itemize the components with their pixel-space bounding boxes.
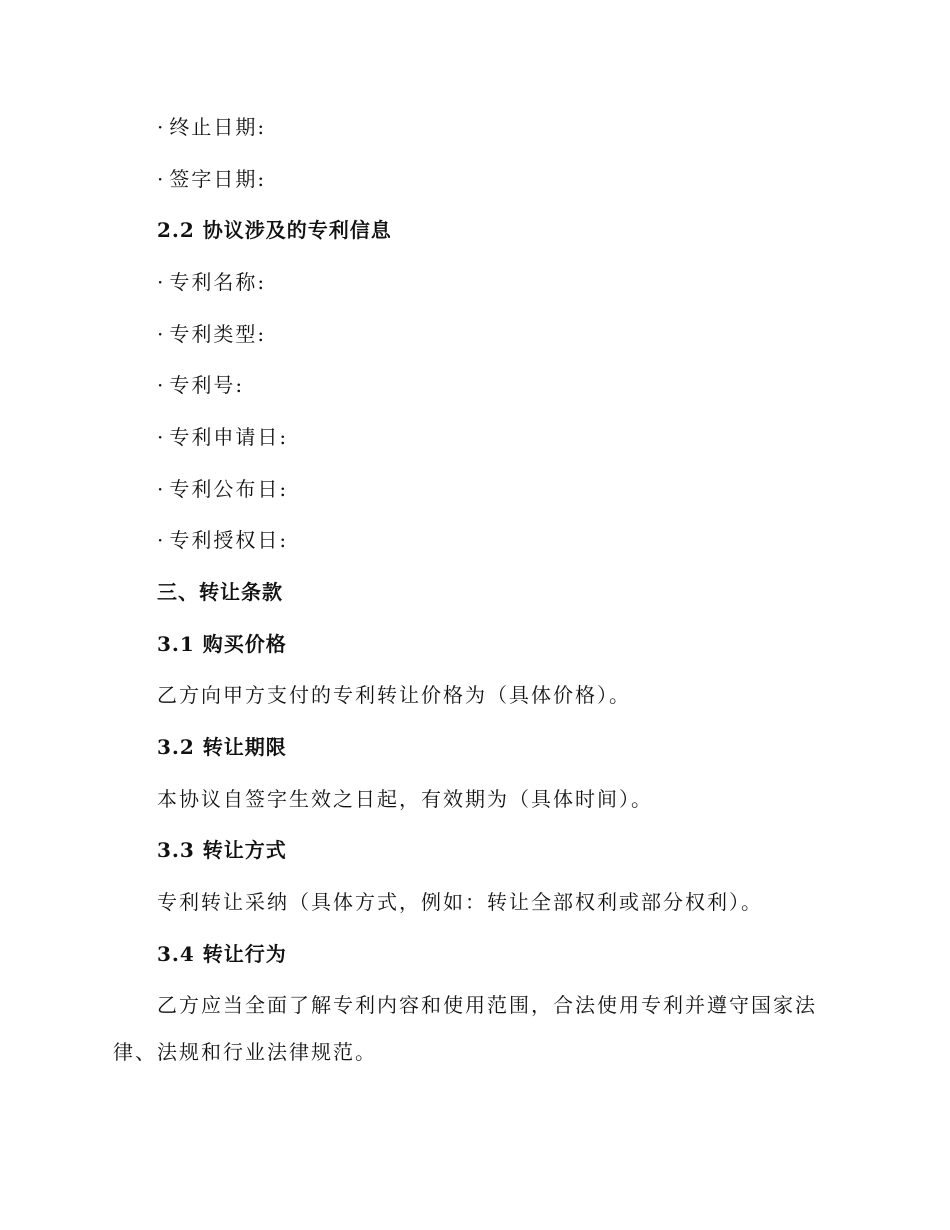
- bullet-dot: ·: [157, 425, 166, 449]
- section-heading-3: 三、转让条款: [157, 580, 283, 604]
- paragraph-purchase-price: 乙方向甲方支付的专利转让价格为（具体价格）。: [157, 683, 631, 707]
- bullet-dot: ·: [157, 322, 166, 346]
- bullet-dot: ·: [157, 528, 166, 552]
- section-heading-3-2: 3.2 转让期限: [157, 735, 287, 759]
- section-heading-3-3: 3.3 转让方式: [157, 838, 287, 862]
- bullet-item-label: 终止日期:: [169, 115, 267, 139]
- paragraph-transfer-method: 专利转让采纳（具体方式，例如：转让全部权利或部分权利）。: [157, 890, 763, 914]
- bullet-item-patent-name: [157, 269, 266, 295]
- bullet-dot: ·: [157, 270, 166, 294]
- bullet-item-patent-type: [157, 321, 266, 347]
- bullet-item-termination-date: [157, 114, 266, 140]
- bullet-item-label: 专利类型:: [169, 322, 267, 346]
- section-heading-3-4: 3.4 转让行为: [157, 942, 287, 966]
- bullet-item-grant-date: [157, 527, 288, 553]
- section-heading-2-2: 2.2 协议涉及的专利信息: [157, 218, 392, 242]
- bullet-item-label: 专利名称:: [169, 270, 267, 294]
- bullet-item-signing-date: [157, 166, 266, 192]
- bullet-item-label: 专利申请日:: [169, 425, 289, 449]
- bullet-dot: ·: [157, 373, 166, 397]
- bullet-item-label: 专利号:: [169, 373, 245, 397]
- bullet-item-label: 专利授权日:: [169, 528, 289, 552]
- bullet-dot: ·: [157, 167, 166, 191]
- section-heading-3-1: 3.1 购买价格: [157, 632, 287, 656]
- bullet-item-publication-date: [157, 476, 288, 502]
- bullet-item-label: 专利公布日:: [169, 477, 289, 501]
- paragraph-transfer-conduct-continued: 律、法规和行业法律规范。: [113, 1040, 377, 1064]
- bullet-item-application-date: [157, 424, 288, 450]
- paragraph-transfer-conduct: 乙方应当全面了解专利内容和使用范围，合法使用专利并遵守国家法: [157, 993, 817, 1017]
- paragraph-transfer-term: 本协议自签字生效之日起，有效期为（具体时间）。: [157, 787, 653, 811]
- bullet-item-label: 签字日期:: [169, 167, 267, 191]
- bullet-item-patent-number: [157, 372, 244, 398]
- bullet-dot: ·: [157, 477, 166, 501]
- bullet-dot: ·: [157, 115, 166, 139]
